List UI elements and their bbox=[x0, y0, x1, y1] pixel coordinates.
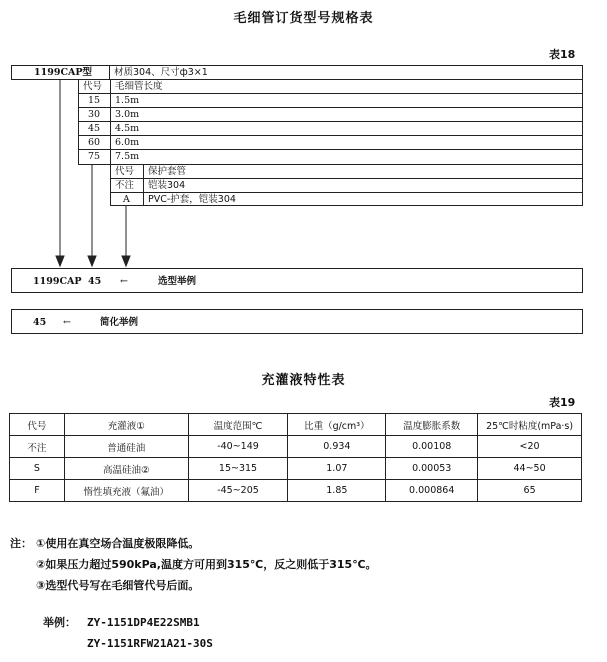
example-label: 选型举例 bbox=[158, 276, 197, 287]
table-cell: 1.85 bbox=[288, 480, 386, 502]
table-cell: -40~149 bbox=[188, 436, 288, 458]
short-example-code: 45 bbox=[33, 317, 47, 328]
note-item: ①使用在真空场合温度极限降低。 bbox=[36, 537, 200, 550]
length-code: 15 bbox=[88, 95, 101, 106]
model-spec: 材质304、尺寸ф3×1 bbox=[114, 67, 208, 78]
fluid-table-tag: 表19 bbox=[549, 396, 576, 409]
short-example-box bbox=[11, 309, 583, 334]
column-header: 温度范围℃ bbox=[188, 414, 288, 436]
left-arrow-icon: ← bbox=[120, 276, 128, 287]
model-code: 1199CAP型 bbox=[34, 67, 93, 78]
table-cell: -45~205 bbox=[188, 480, 288, 502]
table-cell: 65 bbox=[478, 480, 582, 502]
column-header: 温度膨胀系数 bbox=[386, 414, 478, 436]
length-code: 30 bbox=[88, 109, 101, 120]
table-cell: 惰性填充液（氟油） bbox=[64, 480, 188, 502]
column-header: 比重（g/cm³） bbox=[288, 414, 386, 436]
length-value: 6.0m bbox=[115, 137, 140, 148]
sheath-code: 不注 bbox=[115, 180, 135, 191]
table-cell: 0.00108 bbox=[386, 436, 478, 458]
table-cell: 0.00053 bbox=[386, 458, 478, 480]
column-header: 充灌液① bbox=[64, 414, 188, 436]
table-cell: F bbox=[10, 480, 65, 502]
notes-prefix: 注： bbox=[10, 537, 32, 550]
sheath-code-header: 代号 bbox=[115, 166, 135, 177]
column-header: 代号 bbox=[10, 414, 65, 436]
length-code: 45 bbox=[88, 123, 101, 134]
example-line: ZY-1151RFW21A21-30S bbox=[87, 637, 213, 650]
table-cell: <20 bbox=[478, 436, 582, 458]
table-cell: S bbox=[10, 458, 65, 480]
note-item: ③选型代号写在毛细管代号后面。 bbox=[36, 579, 200, 592]
sheath-value: PVC-护套，铠装304 bbox=[148, 194, 236, 205]
sheath-desc-header: 保护套管 bbox=[148, 166, 187, 177]
table-row bbox=[10, 436, 582, 458]
length-value: 7.5m bbox=[115, 151, 140, 162]
table-cell: 高温硅油② bbox=[64, 458, 188, 480]
table-cell: 0.000864 bbox=[386, 480, 478, 502]
fluid-properties-table bbox=[9, 413, 582, 502]
table-header-row bbox=[10, 414, 582, 436]
table-cell: 0.934 bbox=[288, 436, 386, 458]
length-code: 60 bbox=[88, 137, 101, 148]
fluid-table-title: 充灌液特性表 bbox=[261, 373, 346, 388]
length-value: 4.5m bbox=[115, 123, 140, 134]
length-desc-header: 毛细管长度 bbox=[115, 81, 163, 92]
order-table-title: 毛细管订货型号规格表 bbox=[233, 11, 374, 26]
length-code: 75 bbox=[88, 151, 101, 162]
table-cell: 1.07 bbox=[288, 458, 386, 480]
order-table-tag: 表18 bbox=[549, 48, 576, 61]
length-value: 1.5m bbox=[115, 95, 140, 106]
table-row bbox=[10, 458, 582, 480]
length-value: 3.0m bbox=[115, 109, 140, 120]
table-cell: 44~50 bbox=[478, 458, 582, 480]
sheath-value: 铠装304 bbox=[148, 180, 186, 191]
table-cell: 普通硅油 bbox=[64, 436, 188, 458]
sheath-code: A bbox=[123, 194, 130, 205]
examples-label: 举例： bbox=[43, 616, 76, 629]
table-cell: 15~315 bbox=[188, 458, 288, 480]
note-item: ②如果压力超过590kPa,温度方可用到315℃，反之则低于315℃。 bbox=[36, 558, 377, 571]
left-arrow-icon: ← bbox=[63, 317, 71, 328]
length-code-header: 代号 bbox=[83, 81, 103, 92]
short-example-label: 简化举例 bbox=[100, 317, 139, 328]
table-row bbox=[10, 480, 582, 502]
column-header: 25℃时粘度(mPa·s) bbox=[478, 414, 582, 436]
selection-arrows bbox=[0, 0, 607, 300]
example-code: 45 bbox=[88, 276, 102, 287]
example-line: ZY-1151DP4E22SMB1 bbox=[87, 616, 200, 629]
example-model: 1199CAP bbox=[33, 276, 82, 287]
table-cell: 不注 bbox=[10, 436, 65, 458]
